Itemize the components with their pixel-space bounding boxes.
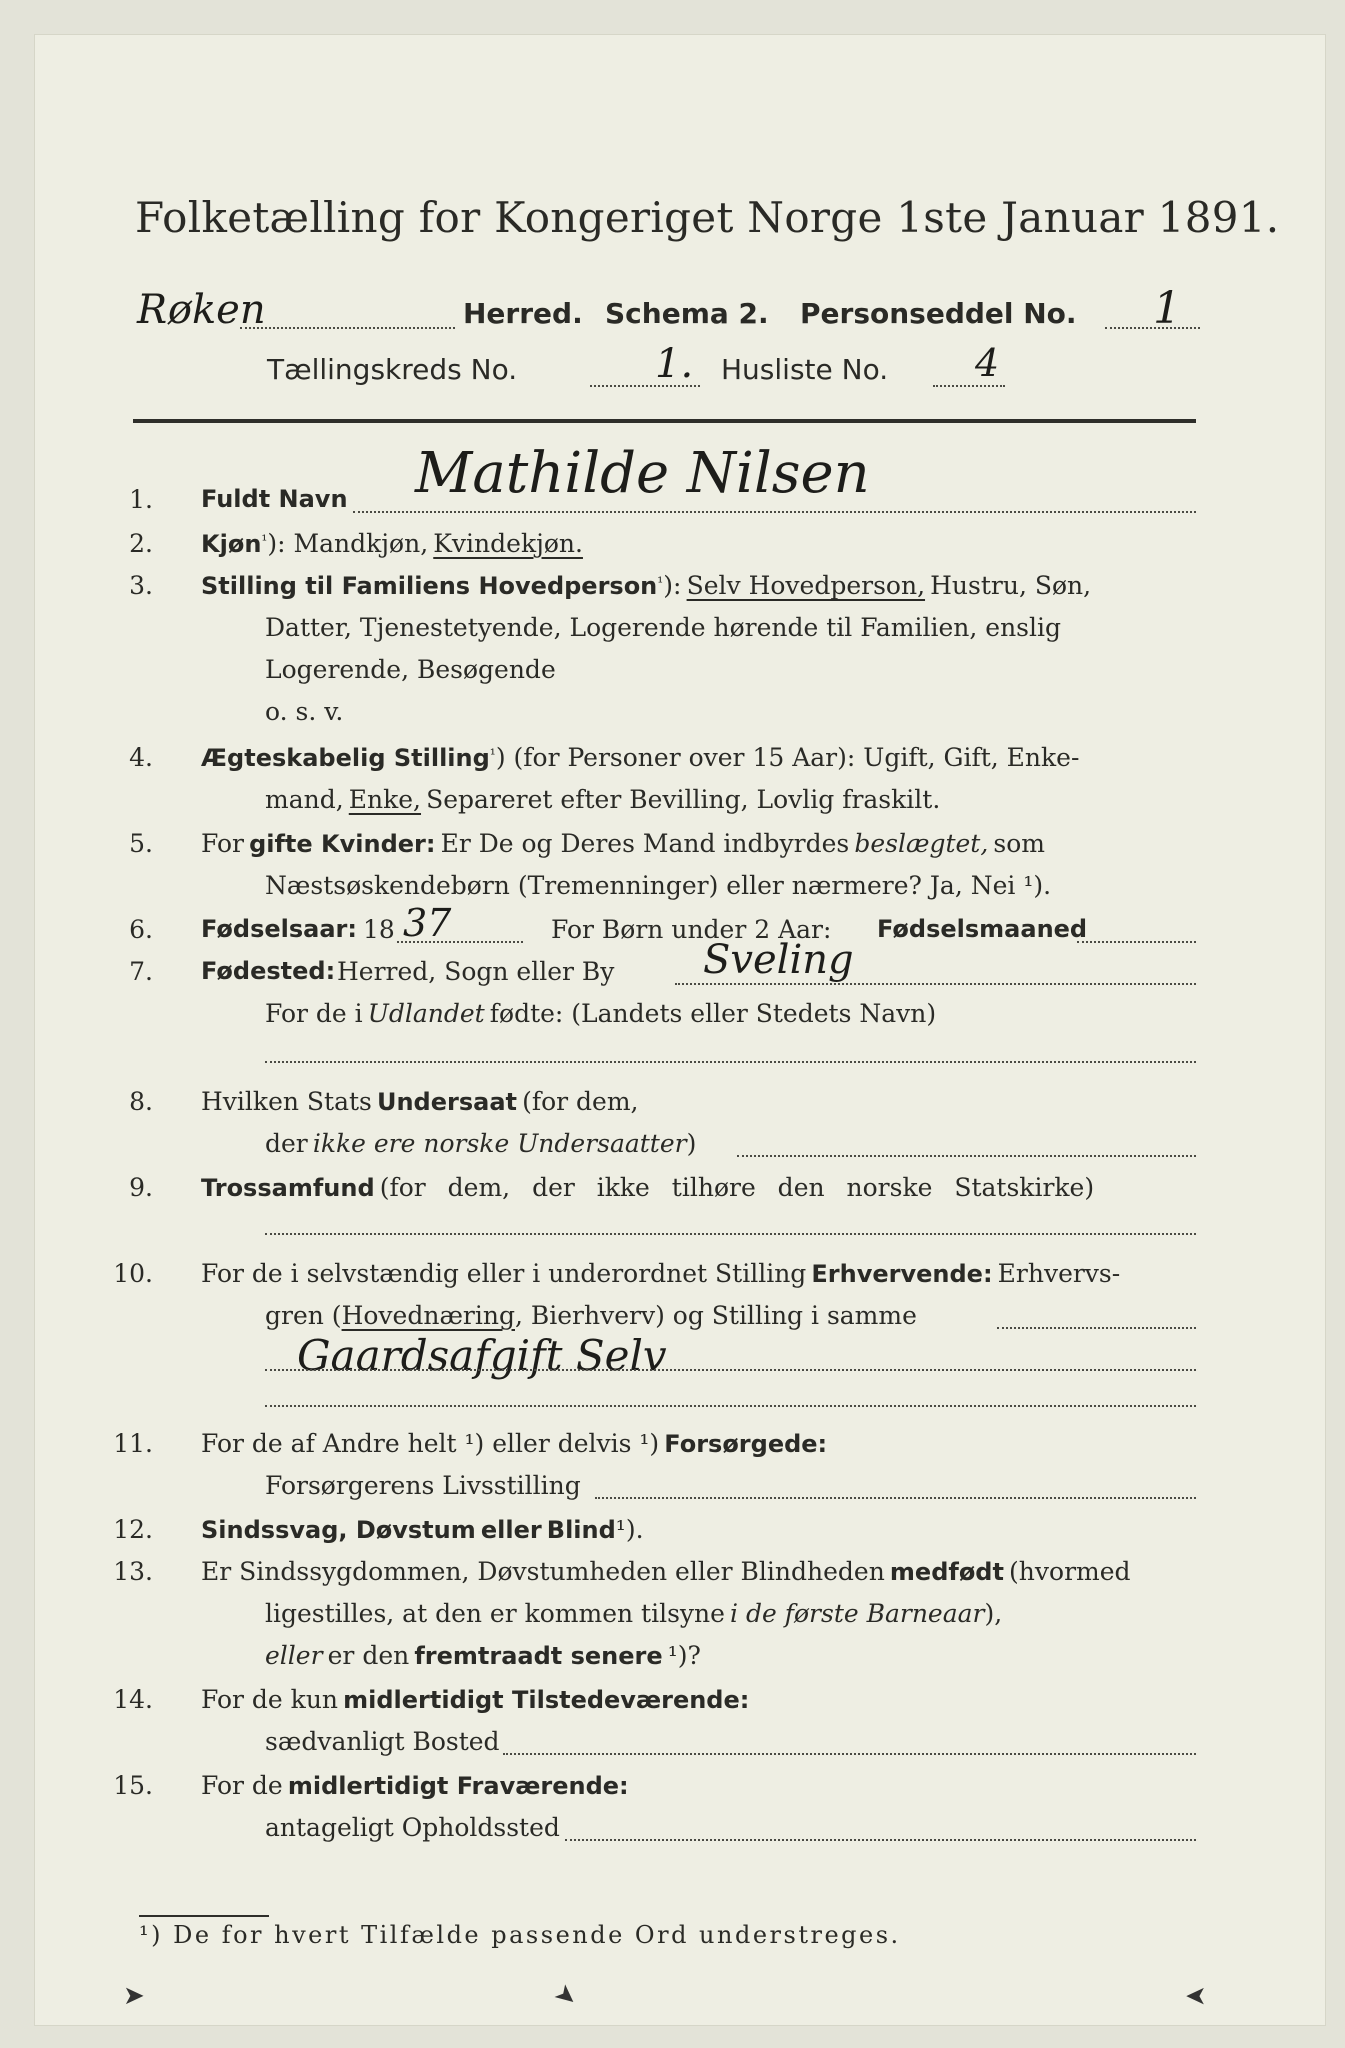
q13-line3 bbox=[265, 1641, 701, 1670]
q12-label2: Blind bbox=[546, 1516, 616, 1544]
q8-line1 bbox=[201, 1087, 638, 1116]
q4-sup: ¹ bbox=[489, 745, 496, 764]
q8-rest: (for dem, bbox=[522, 1087, 639, 1116]
fodested-value: Sveling bbox=[703, 937, 854, 983]
q3-line1 bbox=[201, 571, 1091, 600]
q3-colon: ): bbox=[663, 571, 682, 600]
q6-label2: Fødselsmaaned bbox=[877, 915, 1088, 943]
q7-line2 bbox=[265, 999, 936, 1028]
q5-rest1a: Er De og Deres Mand indbyrdes bbox=[440, 829, 850, 858]
q7-abroad-dotline bbox=[265, 1061, 1196, 1063]
q13-pre: Er Sindssygdommen, Døvstumheden eller Blindheden bbox=[201, 1557, 885, 1586]
q3-line4: o. s. v. bbox=[265, 697, 344, 726]
q7-number: 7. bbox=[129, 957, 153, 986]
q7-label: Fødested: bbox=[201, 957, 336, 985]
q1-number: 1. bbox=[129, 485, 153, 514]
q7-italic: Udlandet bbox=[367, 999, 485, 1028]
q10-dotline1 bbox=[997, 1327, 1196, 1329]
q2-line bbox=[201, 529, 583, 558]
q10-underlined-option: Hovednæring bbox=[341, 1301, 515, 1330]
corner-mark-left: ➤ bbox=[123, 1981, 145, 2011]
q5-line2: Næstsøskendebørn (Tremenninger) eller nærmere? Ja, Nei ¹). bbox=[265, 871, 1052, 900]
q6-label: Fødselsaar: bbox=[201, 915, 357, 943]
husliste-value: 4 bbox=[975, 341, 1000, 385]
q13-line2 bbox=[265, 1599, 1002, 1628]
q10-label: Erhvervende: bbox=[811, 1260, 993, 1288]
q3-underlined-option: Selv Hovedperson, bbox=[686, 571, 926, 600]
q11-line1 bbox=[201, 1429, 827, 1458]
corner-mark-center: ➤ bbox=[547, 1977, 584, 2015]
q13-line2a: ligestilles, at den er kommen tilsyne bbox=[265, 1599, 725, 1628]
erhverv-value: Gaardsafgift Selv bbox=[297, 1331, 667, 1380]
personseddel-dotline bbox=[1105, 327, 1200, 329]
q3-label: Stilling til Familiens Hovedperson bbox=[201, 572, 658, 600]
q10-line1 bbox=[201, 1259, 1120, 1288]
q10-line2b: , Bierhverv) og Stilling i samme bbox=[515, 1301, 917, 1330]
q5-rest1b: som bbox=[993, 829, 1045, 858]
q12-label: Sindssvag, Døvstum bbox=[201, 1516, 476, 1544]
form-title: Folketælling for Kongeriget Norge 1ste Januar 1891. bbox=[135, 193, 1280, 242]
q2-underlined-option: Kvindekjøn. bbox=[433, 529, 583, 558]
q12-number: 12. bbox=[113, 1515, 153, 1544]
q3-line2: Datter, Tjenestetyende, Logerende hørende til Familien, enslig bbox=[265, 613, 1062, 642]
fodselsaar-value: 37 bbox=[403, 901, 452, 945]
q3-rest1: Hustru, Søn, bbox=[930, 571, 1092, 600]
q6-number: 6. bbox=[129, 915, 153, 944]
husliste-label: Husliste No. bbox=[721, 353, 889, 386]
census-form-sheet bbox=[34, 34, 1326, 2026]
corner-mark-right: ➤ bbox=[1185, 1981, 1207, 2011]
q8-line2 bbox=[265, 1129, 696, 1158]
q2-sup: ¹ bbox=[261, 531, 268, 550]
q15-label: midlertidigt Fraværende: bbox=[287, 1772, 629, 1800]
q14-label: midlertidigt Tilstedeværende: bbox=[343, 1686, 750, 1714]
q8-pre: Hvilken Stats bbox=[201, 1087, 372, 1116]
q4-number: 4. bbox=[129, 743, 153, 772]
q13-italic3: eller bbox=[265, 1641, 323, 1670]
q6-rest: For Børn under 2 Aar: bbox=[551, 915, 832, 944]
husliste-dotline bbox=[933, 385, 1005, 387]
q11-dotline bbox=[595, 1497, 1196, 1499]
q13-line1 bbox=[201, 1557, 1131, 1586]
q11-label: Forsørgede: bbox=[664, 1430, 828, 1458]
q4-underlined-option: Enke, bbox=[348, 785, 422, 814]
q13-number: 13. bbox=[113, 1557, 153, 1586]
q4-line1 bbox=[201, 743, 1079, 772]
q5-label: gifte Kvinder: bbox=[249, 830, 436, 858]
q11-number: 11. bbox=[113, 1429, 153, 1458]
q4-label: Ægteskabelig Stilling bbox=[201, 744, 490, 772]
q8-line2b: ) bbox=[686, 1129, 697, 1158]
q10-dotline2 bbox=[265, 1369, 1196, 1371]
q3-number: 3. bbox=[129, 571, 153, 600]
schema-label: Schema 2. bbox=[605, 297, 769, 330]
q15-number: 15. bbox=[113, 1771, 153, 1800]
q7-line2b: fødte: (Landets eller Stedets Navn) bbox=[489, 999, 937, 1028]
q14-number: 14. bbox=[113, 1685, 153, 1714]
personseddel-value: 1 bbox=[1153, 283, 1181, 334]
q13-rest: (hvormed bbox=[1009, 1557, 1131, 1586]
fuldt-navn-value: Mathilde Nilsen bbox=[415, 441, 870, 506]
herred-value: Røken bbox=[137, 287, 266, 333]
q5-line1 bbox=[201, 829, 1045, 858]
q6-prefix: 18 bbox=[363, 915, 395, 944]
q12-end: ¹). bbox=[615, 1515, 644, 1544]
q15-dotline bbox=[565, 1839, 1196, 1841]
q5-italic: beslægtet, bbox=[854, 829, 989, 858]
q13-line3b: ¹)? bbox=[667, 1641, 701, 1670]
q15-pre: For de bbox=[201, 1771, 283, 1800]
q12-line1 bbox=[201, 1515, 644, 1544]
q10-rest: Erhvervs- bbox=[997, 1259, 1121, 1288]
q3-sup: ¹ bbox=[657, 573, 664, 592]
q14-dotline bbox=[503, 1753, 1196, 1755]
q1-label: Fuldt Navn bbox=[201, 485, 348, 513]
q8-line2a: der bbox=[265, 1129, 308, 1158]
q15-line1 bbox=[201, 1771, 629, 1800]
q2-label: Kjøn bbox=[201, 530, 262, 558]
q4-line2a: mand, bbox=[265, 785, 344, 814]
footnote-rule bbox=[139, 1915, 269, 1917]
q13-label: medfødt bbox=[889, 1558, 1004, 1586]
q8-dotline bbox=[737, 1155, 1196, 1157]
q7-dotline bbox=[675, 983, 1196, 985]
q14-pre: For de kun bbox=[201, 1685, 339, 1714]
q9-number: 9. bbox=[129, 1173, 153, 1202]
q15-line2: antageligt Opholdssted bbox=[265, 1813, 560, 1842]
q13-italic2: i de første Barneaar bbox=[730, 1599, 985, 1628]
q7-line2a: For de i bbox=[265, 999, 363, 1028]
taellingskreds-label: Tællingskreds No. bbox=[267, 353, 518, 386]
q1-dotline bbox=[353, 511, 1196, 513]
q13-line2b: ), bbox=[984, 1599, 1003, 1628]
q5-number: 5. bbox=[129, 829, 153, 858]
q5-pre: For bbox=[201, 829, 244, 858]
q9-label: Trossamfund bbox=[201, 1174, 375, 1202]
q10-number: 10. bbox=[113, 1259, 153, 1288]
q13-label3: fremtraadt senere bbox=[414, 1642, 663, 1670]
q14-line2: sædvanligt Bosted bbox=[265, 1727, 500, 1756]
q8-italic: ikke ere norske Undersaatter bbox=[312, 1129, 687, 1158]
q10-line2 bbox=[265, 1301, 917, 1330]
q4-rest1: ) (for Personer over 15 Aar): Ugift, Gift, Enke- bbox=[495, 743, 1080, 772]
q13-line3a: er den bbox=[327, 1641, 410, 1670]
q8-number: 8. bbox=[129, 1087, 153, 1116]
header-rule bbox=[133, 419, 1196, 423]
q4-line2b: Separeret efter Bevilling, Lovlig fraskilt. bbox=[426, 785, 941, 814]
q12-mid: eller bbox=[480, 1516, 542, 1544]
q7-rest: Herred, Sogn eller By bbox=[337, 957, 615, 986]
q6-month-dotline bbox=[1077, 941, 1196, 943]
q11-line2: Forsørgerens Livsstilling bbox=[265, 1471, 581, 1500]
q9-dotline bbox=[265, 1233, 1196, 1235]
q10-dotline3 bbox=[265, 1405, 1196, 1407]
herred-label: Herred. bbox=[463, 297, 583, 330]
herred-dotline bbox=[240, 327, 455, 329]
q9-line1 bbox=[201, 1173, 1094, 1202]
personseddel-label: Personseddel No. bbox=[800, 297, 1077, 330]
footnote: ¹) De for hvert Tilfælde passende Ord understreges. bbox=[139, 1921, 901, 1949]
q9-rest: (for dem, der ikke tilhøre den norske Statskirke) bbox=[379, 1173, 1095, 1202]
q11-pre: For de af Andre helt ¹) eller delvis ¹) bbox=[201, 1429, 660, 1458]
q4-line2 bbox=[265, 785, 940, 814]
q2-rest: ): Mandkjøn, bbox=[267, 529, 429, 558]
q2-number: 2. bbox=[129, 529, 153, 558]
q8-label: Undersaat bbox=[376, 1088, 517, 1116]
taellingskreds-value: 1. bbox=[655, 341, 694, 387]
q10-line2a: gren ( bbox=[265, 1301, 342, 1330]
q14-line1 bbox=[201, 1685, 749, 1714]
q10-pre: For de i selvstændig eller i underordnet Stilling bbox=[201, 1259, 807, 1288]
q3-line3: Logerende, Besøgende bbox=[265, 655, 556, 684]
